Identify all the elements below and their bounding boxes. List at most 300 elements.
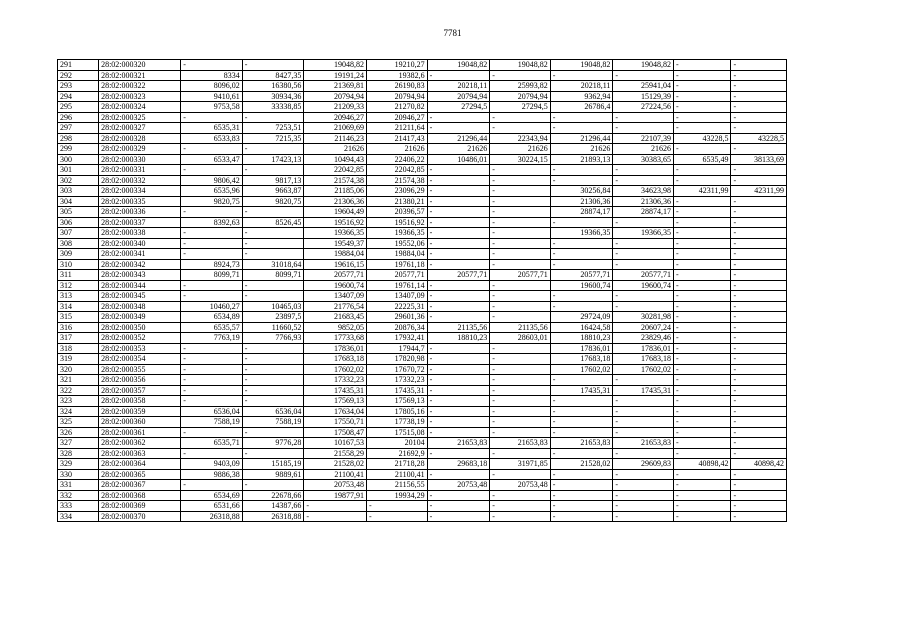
- table-row: [58, 91, 787, 102]
- cadastral-number-cell: 28:02:000342: [99, 259, 181, 270]
- table-row: [58, 165, 787, 176]
- value-cell: -: [731, 91, 787, 102]
- value-cell: -: [731, 438, 787, 449]
- value-cell: -: [674, 238, 731, 249]
- value-cell: -: [427, 511, 490, 522]
- value-cell: -: [731, 501, 787, 512]
- cadastral-number-cell: 28:02:000356: [99, 375, 181, 386]
- value-cell: 21574,38: [304, 175, 367, 186]
- value-cell: -: [731, 249, 787, 260]
- value-cell: -: [550, 427, 613, 438]
- value-cell: -: [181, 238, 243, 249]
- value-cell: -: [674, 123, 731, 134]
- value-cell: 21369,81: [304, 81, 367, 92]
- value-cell: -: [550, 490, 613, 501]
- value-cell: 17836,01: [304, 343, 367, 354]
- cadastral-number-cell: 28:02:000328: [99, 133, 181, 144]
- table-row: [58, 343, 787, 354]
- value-cell: 17683,18: [550, 354, 613, 365]
- value-cell: -: [427, 238, 490, 249]
- value-cell: 9806,42: [181, 175, 243, 186]
- value-cell: 13407,09: [367, 291, 428, 302]
- value-cell: -: [674, 270, 731, 281]
- value-cell: 10460,27: [181, 301, 243, 312]
- value-cell: 17435,31: [613, 385, 674, 396]
- value-cell: -: [674, 511, 731, 522]
- value-cell: -: [550, 469, 613, 480]
- value-cell: -: [731, 417, 787, 428]
- value-cell: -: [731, 322, 787, 333]
- cadastral-number-cell: 28:02:000369: [99, 501, 181, 512]
- value-cell: -: [613, 259, 674, 270]
- value-cell: -: [550, 238, 613, 249]
- value-cell: 43228,5: [731, 133, 787, 144]
- value-cell: -: [490, 112, 551, 123]
- value-cell: 34623,98: [613, 186, 674, 197]
- value-cell: -: [674, 322, 731, 333]
- value-cell: 20946,27: [304, 112, 367, 123]
- value-cell: -: [490, 343, 551, 354]
- value-cell: -: [181, 480, 243, 491]
- value-cell: -: [242, 280, 304, 291]
- value-cell: -: [731, 123, 787, 134]
- value-cell: 21893,13: [550, 154, 613, 165]
- cadastral-number-cell: 28:02:000354: [99, 354, 181, 365]
- value-cell: -: [242, 238, 304, 249]
- value-cell: 21146,23: [304, 133, 367, 144]
- value-cell: 17515,08: [367, 427, 428, 438]
- value-cell: -: [427, 228, 490, 239]
- row-number-cell: 319: [58, 354, 99, 365]
- value-cell: 21626: [427, 144, 490, 155]
- value-cell: 21776,54: [304, 301, 367, 312]
- cadastral-number-cell: 28:02:000358: [99, 396, 181, 407]
- value-cell: -: [731, 301, 787, 312]
- cadastral-number-cell: 28:02:000321: [99, 70, 181, 81]
- value-cell: -: [490, 175, 551, 186]
- table-row: [58, 511, 787, 522]
- value-cell: -: [427, 165, 490, 176]
- value-cell: -: [674, 228, 731, 239]
- table-row: [58, 249, 787, 260]
- value-cell: -: [550, 406, 613, 417]
- value-cell: 7588,19: [181, 417, 243, 428]
- value-cell: -: [674, 406, 731, 417]
- value-cell: 10465,03: [242, 301, 304, 312]
- value-cell: 17508,47: [304, 427, 367, 438]
- value-cell: 15185,19: [242, 459, 304, 470]
- value-cell: 14387,66: [242, 501, 304, 512]
- value-cell: 17733,68: [304, 333, 367, 344]
- value-cell: 19600,74: [304, 280, 367, 291]
- value-cell: -: [242, 112, 304, 123]
- value-cell: 20753,48: [427, 480, 490, 491]
- page-number: 7781: [443, 28, 462, 38]
- row-number-cell: 332: [58, 490, 99, 501]
- value-cell: 19877,91: [304, 490, 367, 501]
- row-number-cell: 312: [58, 280, 99, 291]
- value-cell: -: [490, 70, 551, 81]
- value-cell: 6536,04: [242, 406, 304, 417]
- value-cell: -: [550, 217, 613, 228]
- row-number-cell: 297: [58, 123, 99, 134]
- value-cell: -: [181, 343, 243, 354]
- value-cell: 19761,14: [367, 280, 428, 291]
- value-cell: -: [674, 427, 731, 438]
- value-cell: 7763,19: [181, 333, 243, 344]
- table-row: [58, 427, 787, 438]
- cadastral-number-cell: 28:02:000329: [99, 144, 181, 155]
- row-number-cell: 321: [58, 375, 99, 386]
- value-cell: 6536,04: [181, 406, 243, 417]
- value-cell: 19366,35: [367, 228, 428, 239]
- value-cell: -: [550, 375, 613, 386]
- value-cell: -: [731, 60, 787, 71]
- value-cell: 19210,27: [367, 60, 428, 71]
- value-cell: 9753,58: [181, 102, 243, 113]
- value-cell: -: [613, 123, 674, 134]
- value-cell: 19600,74: [550, 280, 613, 291]
- value-cell: 23829,46: [613, 333, 674, 344]
- row-number-cell: 329: [58, 459, 99, 470]
- value-cell: 21626: [367, 144, 428, 155]
- cadastral-number-cell: 28:02:000331: [99, 165, 181, 176]
- value-cell: 19048,82: [490, 60, 551, 71]
- value-cell: 29609,83: [613, 459, 674, 470]
- value-cell: -: [242, 427, 304, 438]
- value-cell: -: [674, 196, 731, 207]
- table-row: [58, 322, 787, 333]
- table-row: [58, 102, 787, 113]
- row-number-cell: 294: [58, 91, 99, 102]
- table-row: [58, 280, 787, 291]
- value-cell: 21626: [613, 144, 674, 155]
- value-cell: -: [242, 354, 304, 365]
- value-cell: -: [731, 217, 787, 228]
- cadastral-number-cell: 28:02:000350: [99, 322, 181, 333]
- value-cell: -: [367, 511, 428, 522]
- value-cell: 31971,85: [490, 459, 551, 470]
- row-number-cell: 331: [58, 480, 99, 491]
- value-cell: -: [613, 448, 674, 459]
- value-cell: 9817,13: [242, 175, 304, 186]
- row-number-cell: 299: [58, 144, 99, 155]
- row-number-cell: 333: [58, 501, 99, 512]
- value-cell: 8392,63: [181, 217, 243, 228]
- value-cell: -: [490, 448, 551, 459]
- value-cell: 19516,92: [304, 217, 367, 228]
- value-cell: 30934,36: [242, 91, 304, 102]
- value-cell: 20794,94: [427, 91, 490, 102]
- cadastral-number-cell: 28:02:000335: [99, 196, 181, 207]
- value-cell: 18810,23: [550, 333, 613, 344]
- value-cell: 21683,45: [304, 312, 367, 323]
- value-cell: 17683,18: [304, 354, 367, 365]
- value-cell: -: [731, 490, 787, 501]
- value-cell: 19604,49: [304, 207, 367, 218]
- value-cell: -: [613, 291, 674, 302]
- value-cell: -: [674, 438, 731, 449]
- value-cell: -: [731, 469, 787, 480]
- cadastral-number-cell: 28:02:000349: [99, 312, 181, 323]
- value-cell: -: [242, 291, 304, 302]
- value-cell: -: [550, 396, 613, 407]
- value-cell: -: [427, 406, 490, 417]
- value-cell: -: [731, 333, 787, 344]
- value-cell: 43228,5: [674, 133, 731, 144]
- value-cell: -: [242, 144, 304, 155]
- value-cell: -: [427, 123, 490, 134]
- value-cell: -: [490, 280, 551, 291]
- value-cell: -: [427, 448, 490, 459]
- cadastral-number-cell: 28:02:000370: [99, 511, 181, 522]
- value-cell: 17805,16: [367, 406, 428, 417]
- cadastral-number-cell: 28:02:000364: [99, 459, 181, 470]
- value-cell: 20577,71: [613, 270, 674, 281]
- value-cell: -: [731, 448, 787, 459]
- cadastral-number-cell: 28:02:000344: [99, 280, 181, 291]
- value-cell: -: [490, 417, 551, 428]
- table-row: [58, 133, 787, 144]
- value-cell: -: [242, 343, 304, 354]
- cadastral-number-cell: 28:02:000368: [99, 490, 181, 501]
- value-cell: -: [674, 70, 731, 81]
- value-cell: -: [613, 112, 674, 123]
- value-cell: -: [181, 291, 243, 302]
- value-cell: 6535,49: [674, 154, 731, 165]
- value-cell: 7215,35: [242, 133, 304, 144]
- value-cell: -: [550, 123, 613, 134]
- value-cell: 19600,74: [613, 280, 674, 291]
- value-cell: 18810,23: [427, 333, 490, 344]
- value-cell: 17602,02: [613, 364, 674, 375]
- value-cell: -: [613, 501, 674, 512]
- value-cell: -: [674, 343, 731, 354]
- value-cell: -: [731, 70, 787, 81]
- value-cell: -: [490, 259, 551, 270]
- value-cell: -: [613, 70, 674, 81]
- value-cell: 21100,41: [304, 469, 367, 480]
- value-cell: 17602,02: [550, 364, 613, 375]
- value-cell: 9820,75: [242, 196, 304, 207]
- value-cell: -: [490, 249, 551, 260]
- value-cell: -: [427, 427, 490, 438]
- value-cell: -: [181, 144, 243, 155]
- value-cell: -: [550, 301, 613, 312]
- value-cell: 27294,5: [427, 102, 490, 113]
- value-cell: 7588,19: [242, 417, 304, 428]
- value-cell: 9886,38: [181, 469, 243, 480]
- value-cell: -: [613, 469, 674, 480]
- value-cell: -: [731, 81, 787, 92]
- value-cell: -: [731, 102, 787, 113]
- value-cell: -: [427, 385, 490, 396]
- value-cell: -: [674, 291, 731, 302]
- value-cell: -: [674, 333, 731, 344]
- value-cell: -: [674, 81, 731, 92]
- table-row: [58, 354, 787, 365]
- cadastral-number-cell: 28:02:000355: [99, 364, 181, 375]
- cadastral-number-cell: 28:02:000338: [99, 228, 181, 239]
- value-cell: -: [490, 364, 551, 375]
- cadastral-number-cell: 28:02:000341: [99, 249, 181, 260]
- row-number-cell: 301: [58, 165, 99, 176]
- value-cell: -: [731, 312, 787, 323]
- value-cell: -: [242, 249, 304, 260]
- value-cell: 21528,02: [550, 459, 613, 470]
- cadastral-number-cell: 28:02:000340: [99, 238, 181, 249]
- value-cell: 17683,18: [613, 354, 674, 365]
- value-cell: 20577,71: [550, 270, 613, 281]
- value-cell: 20396,57: [367, 207, 428, 218]
- value-cell: 21270,82: [367, 102, 428, 113]
- value-cell: 9820,75: [181, 196, 243, 207]
- row-number-cell: 334: [58, 511, 99, 522]
- value-cell: 29724,09: [550, 312, 613, 323]
- value-cell: -: [550, 249, 613, 260]
- value-cell: -: [674, 448, 731, 459]
- value-cell: -: [731, 396, 787, 407]
- value-cell: -: [613, 375, 674, 386]
- value-cell: -: [550, 448, 613, 459]
- value-cell: 10486,01: [427, 154, 490, 165]
- value-cell: 10167,53: [304, 438, 367, 449]
- table-row: [58, 501, 787, 512]
- table-row: [58, 60, 787, 71]
- value-cell: 21528,02: [304, 459, 367, 470]
- value-cell: -: [490, 385, 551, 396]
- value-cell: -: [427, 70, 490, 81]
- cadastral-number-cell: 28:02:000348: [99, 301, 181, 312]
- value-cell: -: [490, 301, 551, 312]
- value-cell: 21718,28: [367, 459, 428, 470]
- table-row: [58, 186, 787, 197]
- table-row: [58, 417, 787, 428]
- value-cell: -: [674, 102, 731, 113]
- value-cell: 21296,44: [550, 133, 613, 144]
- value-cell: -: [242, 375, 304, 386]
- value-cell: -: [490, 186, 551, 197]
- value-cell: -: [427, 354, 490, 365]
- table-row: [58, 375, 787, 386]
- value-cell: 21653,83: [613, 438, 674, 449]
- value-cell: 19761,18: [367, 259, 428, 270]
- value-cell: -: [613, 165, 674, 176]
- value-cell: 13407,09: [304, 291, 367, 302]
- value-cell: 20753,48: [490, 480, 551, 491]
- table-row: [58, 490, 787, 501]
- value-cell: -: [427, 396, 490, 407]
- value-cell: 17944,7: [367, 343, 428, 354]
- value-cell: -: [304, 501, 367, 512]
- cadastral-number-cell: 28:02:000345: [99, 291, 181, 302]
- value-cell: 21100,41: [367, 469, 428, 480]
- table-row: [58, 469, 787, 480]
- value-cell: 8099,71: [242, 270, 304, 281]
- value-cell: 19616,15: [304, 259, 367, 270]
- value-cell: -: [490, 165, 551, 176]
- value-cell: 19191,24: [304, 70, 367, 81]
- value-cell: -: [304, 511, 367, 522]
- value-cell: 6535,96: [181, 186, 243, 197]
- value-cell: 22343,94: [490, 133, 551, 144]
- table-body: [58, 60, 787, 522]
- value-cell: -: [731, 259, 787, 270]
- value-cell: -: [490, 207, 551, 218]
- row-number-cell: 315: [58, 312, 99, 323]
- value-cell: 26318,88: [181, 511, 243, 522]
- value-cell: -: [731, 196, 787, 207]
- value-cell: 31018,64: [242, 259, 304, 270]
- value-cell: 17602,02: [304, 364, 367, 375]
- value-cell: -: [490, 196, 551, 207]
- value-cell: 8526,45: [242, 217, 304, 228]
- row-number-cell: 307: [58, 228, 99, 239]
- value-cell: 9852,05: [304, 322, 367, 333]
- value-cell: -: [242, 396, 304, 407]
- cadastral-number-cell: 28:02:000359: [99, 406, 181, 417]
- value-cell: 19048,82: [304, 60, 367, 71]
- value-cell: 19366,35: [304, 228, 367, 239]
- value-cell: 17670,72: [367, 364, 428, 375]
- value-cell: -: [550, 511, 613, 522]
- value-cell: -: [674, 417, 731, 428]
- value-cell: 20876,34: [367, 322, 428, 333]
- value-cell: -: [731, 343, 787, 354]
- table-row: [58, 238, 787, 249]
- table-row: [58, 123, 787, 134]
- value-cell: -: [490, 490, 551, 501]
- value-cell: 19552,06: [367, 238, 428, 249]
- value-cell: 17332,23: [367, 375, 428, 386]
- value-cell: -: [674, 375, 731, 386]
- table-row: [58, 385, 787, 396]
- value-cell: -: [731, 112, 787, 123]
- cadastral-number-cell: 28:02:000325: [99, 112, 181, 123]
- row-number-cell: 296: [58, 112, 99, 123]
- value-cell: 11660,52: [242, 322, 304, 333]
- value-cell: -: [731, 385, 787, 396]
- value-cell: 17932,41: [367, 333, 428, 344]
- value-cell: 17820,98: [367, 354, 428, 365]
- value-cell: -: [731, 291, 787, 302]
- row-number-cell: 291: [58, 60, 99, 71]
- value-cell: -: [490, 511, 551, 522]
- cadastral-number-cell: 28:02:000323: [99, 91, 181, 102]
- value-cell: -: [427, 469, 490, 480]
- value-cell: 17435,31: [304, 385, 367, 396]
- cadastral-number-cell: 28:02:000367: [99, 480, 181, 491]
- table-row: [58, 144, 787, 155]
- value-cell: -: [674, 144, 731, 155]
- value-cell: -: [613, 406, 674, 417]
- value-cell: -: [731, 207, 787, 218]
- value-cell: 21626: [490, 144, 551, 155]
- value-cell: 21135,56: [490, 322, 551, 333]
- value-cell: -: [181, 165, 243, 176]
- row-number-cell: 330: [58, 469, 99, 480]
- value-cell: 23897,5: [242, 312, 304, 323]
- value-cell: -: [490, 217, 551, 228]
- value-cell: -: [550, 165, 613, 176]
- value-cell: -: [181, 249, 243, 260]
- value-cell: -: [731, 175, 787, 186]
- value-cell: 8427,35: [242, 70, 304, 81]
- value-cell: -: [181, 396, 243, 407]
- value-cell: -: [674, 396, 731, 407]
- value-cell: 19934,29: [367, 490, 428, 501]
- value-cell: 22107,39: [613, 133, 674, 144]
